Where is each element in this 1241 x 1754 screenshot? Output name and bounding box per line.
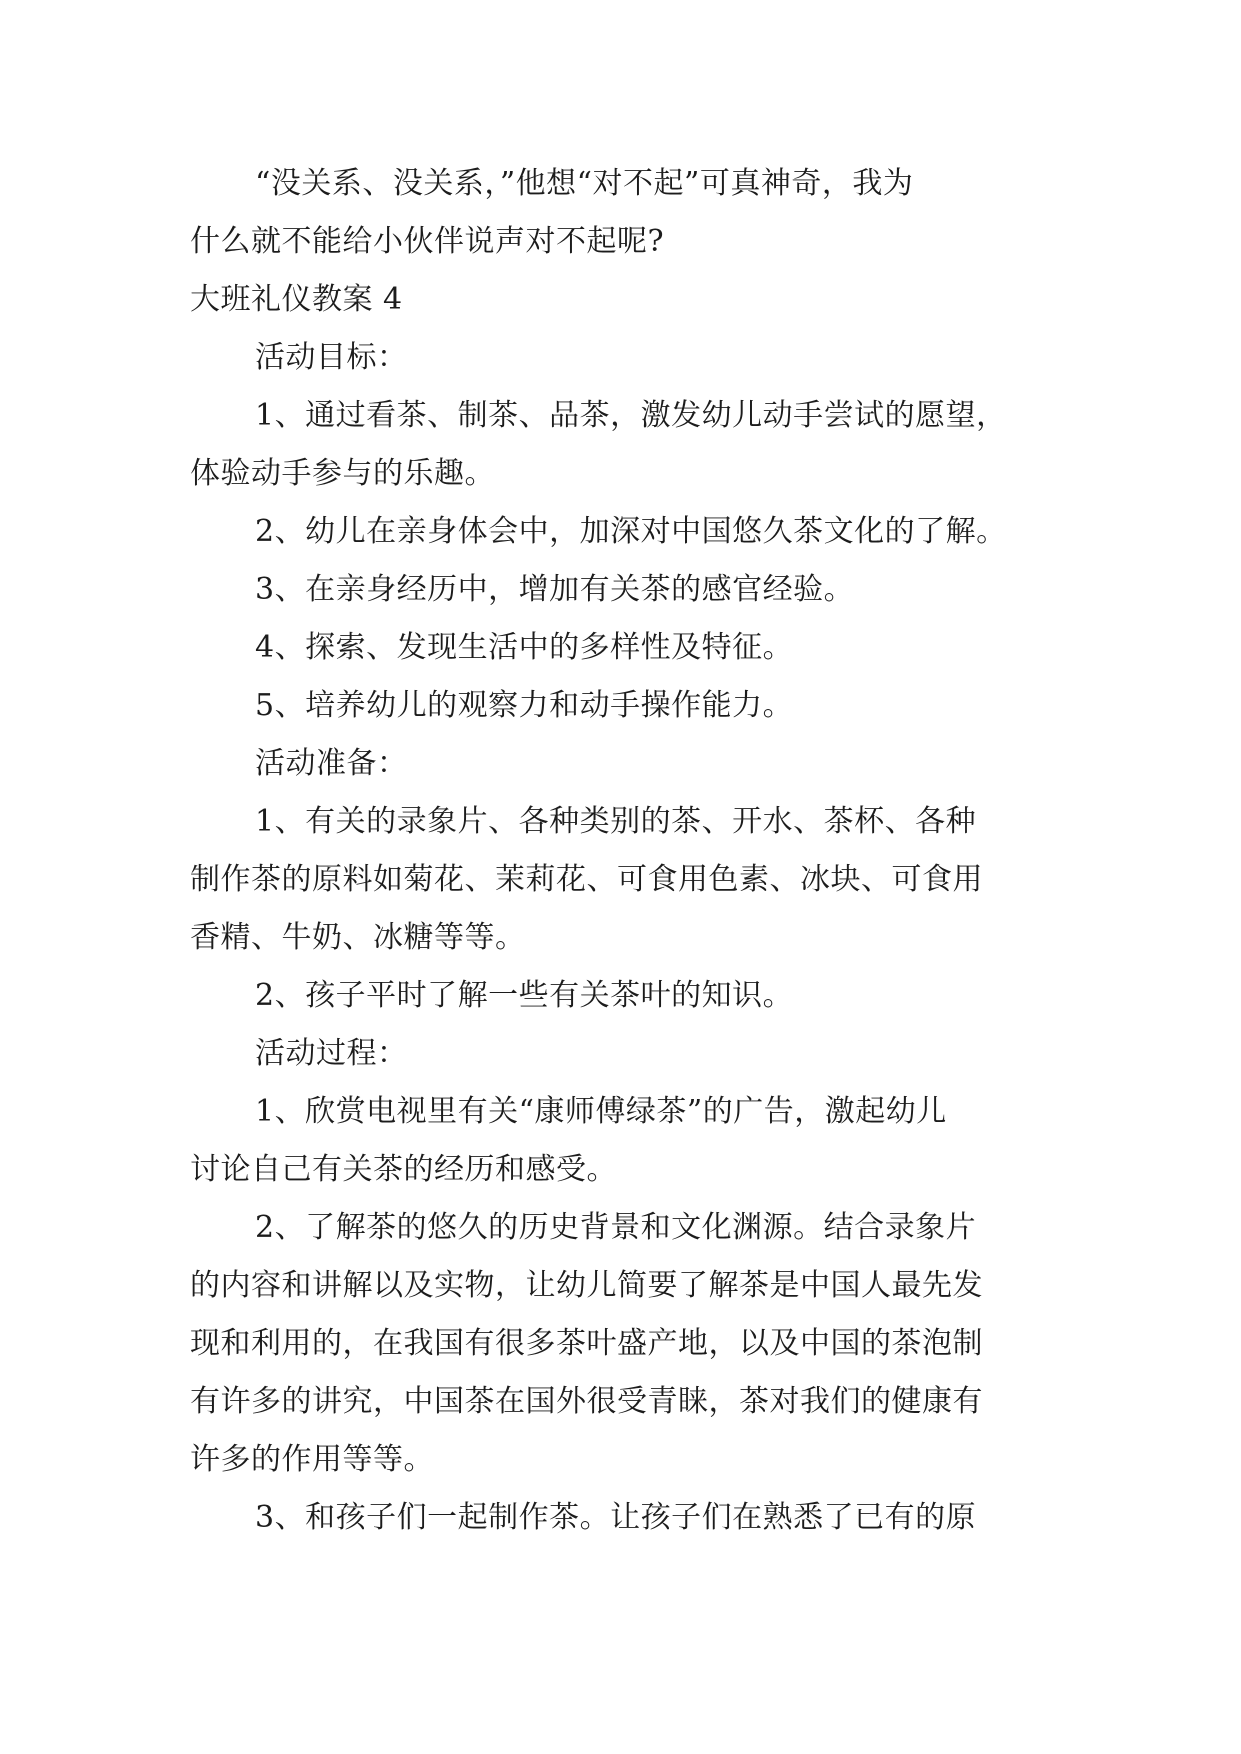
list-item: 4、探索、发现生活中的多样性及特征。	[255, 630, 794, 665]
subheading-process: 活动过程：	[255, 1036, 408, 1071]
list-item: 2、孩子平时了解一些有关茶叶的知识。	[255, 978, 794, 1013]
list-item-continuation: 制作茶的原料如菊花、茉莉花、可食用色素、冰块、可食用	[190, 862, 983, 897]
list-item: 2、了解茶的悠久的历史背景和文化渊源。结合录象片	[255, 1210, 977, 1245]
subheading-preparation: 活动准备：	[255, 746, 408, 781]
paragraph-line: 什么就不能给小伙伴说声对不起呢?	[190, 224, 665, 259]
list-item-continuation: 的内容和讲解以及实物，让幼儿简要了解茶是中国人最先发	[190, 1268, 983, 1303]
paragraph-line: “没关系、没关系，”他想“对不起”可真神奇，我为	[255, 166, 914, 201]
list-item: 5、培养幼儿的观察力和动手操作能力。	[255, 688, 794, 723]
section-heading: 大班礼仪教案 4	[190, 282, 403, 317]
list-item-continuation: 许多的作用等等。	[190, 1442, 434, 1477]
list-item: 1、欣赏电视里有关“康师傅绿茶”的广告，激起幼儿	[255, 1094, 947, 1129]
list-item-continuation: 现和利用的，在我国有很多茶叶盛产地，以及中国的茶泡制	[190, 1326, 983, 1361]
subheading-objectives: 活动目标：	[255, 340, 408, 375]
list-item: 1、有关的录象片、各种类别的茶、开水、茶杯、各种	[255, 804, 977, 839]
list-item-continuation: 有许多的讲究，中国茶在国外很受青睐，茶对我们的健康有	[190, 1384, 983, 1419]
list-item-continuation: 体验动手参与的乐趣。	[190, 456, 495, 491]
list-item: 2、幼儿在亲身体会中，加深对中国悠久茶文化的了解。	[255, 514, 1007, 549]
list-item: 3、和孩子们一起制作茶。让孩子们在熟悉了已有的原	[255, 1500, 977, 1535]
list-item-continuation: 讨论自己有关茶的经历和感受。	[190, 1152, 617, 1187]
list-item: 1、通过看茶、制茶、品茶，激发幼儿动手尝试的愿望，	[255, 398, 1007, 433]
list-item-continuation: 香精、牛奶、冰糖等等。	[190, 920, 526, 955]
list-item: 3、在亲身经历中，增加有关茶的感官经验。	[255, 572, 855, 607]
